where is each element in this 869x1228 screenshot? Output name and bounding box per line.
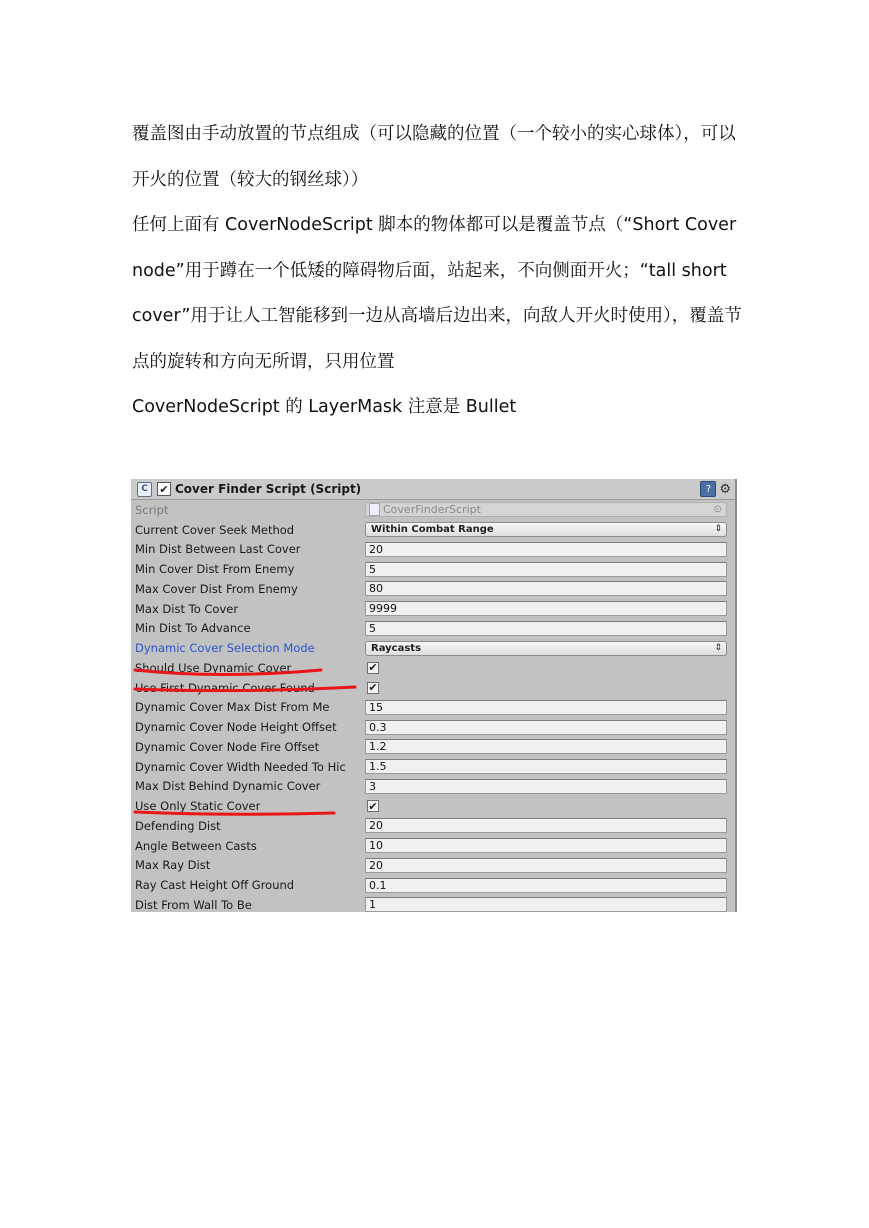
enum-dropdown[interactable] [365,522,727,537]
property-row [131,698,735,718]
toggle-checkbox[interactable]: ✔ [368,799,378,813]
property-label: Should Use Dynamic Cover [135,660,292,675]
number-field[interactable]: 1 [365,897,727,912]
property-label: Current Cover Seek Method [135,522,295,537]
dropdown-arrows-icon: ⇕ [714,524,722,535]
number-field[interactable]: 3 [365,779,727,794]
number-field[interactable]: 0.3 [365,720,727,735]
number-field[interactable]: 5 [365,621,727,636]
property-label: Max Dist Behind Dynamic Cover [135,779,321,794]
property-row [131,757,735,777]
paragraph-1: 覆盖图由手动放置的节点组成（可以隐藏的位置（一个较小的实心球体），可以开火的位置（较大的钢丝球）） [132,124,736,190]
property-label: Min Dist Between Last Cover [135,542,301,557]
property-row [131,796,735,816]
number-field[interactable]: 1.2 [365,739,727,754]
property-row [131,875,735,895]
object-picker-icon[interactable]: ⊙ [713,504,722,516]
number-field[interactable]: 20 [365,542,727,557]
script-row [131,500,735,520]
property-label: Dynamic Cover Node Height Offset [135,720,337,735]
property-label: Dist From Wall To Be [135,897,252,912]
property-label: Max Ray Dist [135,858,211,873]
component-title: Cover Finder Script (Script) [175,482,362,496]
property-label: Dynamic Cover Max Dist From Me [135,700,330,715]
property-row [131,520,735,540]
script-file-icon [369,503,380,516]
number-field[interactable]: 20 [365,818,727,833]
toggle-checkbox[interactable]: ✔ [368,661,378,675]
number-field[interactable]: 1.5 [365,759,727,774]
property-row [131,678,735,698]
property-row [131,777,735,797]
property-label: Dynamic Cover Node Fire Offset [135,739,320,754]
component-header [131,479,735,500]
property-label: Min Cover Dist From Enemy [135,562,295,577]
property-label: Max Dist To Cover [135,601,239,616]
number-field[interactable]: 80 [365,581,727,596]
paragraph-2: 任何上面有 CoverNodeScript 脚本的物体都可以是覆盖节点（“Short Cover node”用于蹲在一个低矮的障碍物后面，站起来，不向侧面开火；“tall short cover”用于让人工智能移到一边从高墙后边出来，向敌人开火时使用），覆盖节点的旋转和方向无所谓，只用位置 [132,215,742,372]
property-row [131,658,735,678]
property-row [131,638,735,658]
dropdown-arrows-icon: ⇕ [714,642,722,653]
property-row [131,737,735,757]
property-label: Dynamic Cover Width Needed To Hic [135,759,346,774]
property-row [131,717,735,737]
script-object-field[interactable] [365,502,727,517]
number-field[interactable]: 20 [365,858,727,873]
number-field[interactable]: 9999 [365,601,727,616]
gear-icon[interactable]: ⚙ [719,481,731,497]
property-row [131,619,735,639]
property-label: Use Only Static Cover [135,799,261,814]
number-field[interactable]: 5 [365,562,727,577]
property-label: Angle Between Casts [135,838,257,853]
script-value: CoverFinderScript [383,503,481,517]
property-label: Max Cover Dist From Enemy [135,581,298,596]
property-label: Dynamic Cover Selection Mode [135,641,315,656]
number-field[interactable]: 10 [365,838,727,853]
component-enabled-checkbox[interactable]: ✔ [157,482,171,496]
property-row [131,540,735,560]
number-field[interactable]: 15 [365,700,727,715]
property-list [131,520,735,912]
toggle-checkbox[interactable]: ✔ [368,681,378,695]
property-label: Ray Cast Height Off Ground [135,878,295,893]
property-row [131,895,735,912]
enum-dropdown[interactable] [365,641,727,656]
paragraph-3: CoverNodeScript 的 LayerMask 注意是 Bullet [132,397,517,417]
property-row [131,559,735,579]
dropdown-value: Raycasts [371,642,422,654]
property-row [131,816,735,836]
property-row [131,856,735,876]
dropdown-value: Within Combat Range [371,524,494,536]
script-label: Script [135,502,169,517]
cs-script-icon: C [137,482,152,497]
property-row [131,836,735,856]
property-label: Min Dist To Advance [135,621,251,636]
number-field[interactable]: 0.1 [365,878,727,893]
property-label: Defending Dist [135,818,221,833]
article-text [132,112,752,431]
property-label: Use First Dynamic Cover Found [135,680,315,695]
help-icon[interactable]: ? [700,481,716,497]
property-row [131,579,735,599]
property-row [131,599,735,619]
unity-inspector-screenshot [131,479,737,912]
